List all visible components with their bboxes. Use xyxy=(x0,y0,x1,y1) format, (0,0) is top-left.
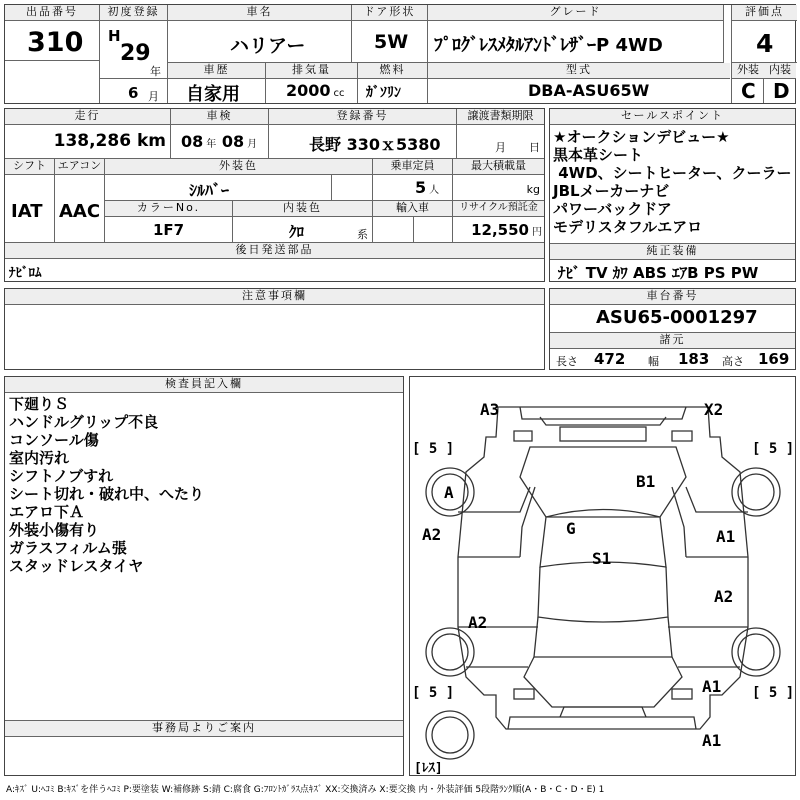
inspector-note: 外装小傷有り xyxy=(9,521,100,539)
sales-points-section xyxy=(549,108,796,282)
sales-point: 黒本革シート xyxy=(553,146,644,164)
score-label: 評価点 xyxy=(732,5,797,21)
max-load-label: 最大積載量 xyxy=(453,159,544,175)
length-label: 長さ xyxy=(556,355,578,368)
length: 472 xyxy=(594,350,626,368)
reg-no-cell xyxy=(269,109,457,159)
grade-label: グレード xyxy=(428,5,723,21)
equipment-label: 純正装備 xyxy=(550,244,795,260)
displacement-label: 排気量 xyxy=(266,63,357,79)
mileage-label: 走行 xyxy=(5,109,170,125)
capacity-value: 5 xyxy=(415,178,427,197)
reg-no-label: 登録番号 xyxy=(269,109,456,125)
color-no: 1F7 xyxy=(153,221,185,239)
damage-mark: A1 xyxy=(702,677,722,696)
sales-point: JBLメーカーナビ xyxy=(553,182,670,200)
fuel: ｶﾞｿﾘﾝ xyxy=(366,85,401,101)
sales-point: モデリスタフルエアロ xyxy=(553,218,703,236)
recycle-unit: 円 xyxy=(532,227,542,238)
height: 169 xyxy=(758,350,790,368)
transfer-label: 譲渡書類期限 xyxy=(457,109,544,125)
air-conditioner: AAC xyxy=(59,201,101,222)
inspector-note: ハンドルグリップ不良 xyxy=(9,413,159,431)
score-cell xyxy=(731,5,797,63)
color-cell xyxy=(105,159,373,201)
damage-mark: S1 xyxy=(592,549,612,568)
recycle-value: 12,550 xyxy=(471,221,529,239)
interior-grade: D xyxy=(773,79,790,103)
inspection-month: 08 xyxy=(221,132,245,151)
chassis-number: ASU65-0001297 xyxy=(596,307,758,328)
import-cell xyxy=(373,201,453,243)
tread-depth: [ 5 ] xyxy=(412,685,455,701)
month-unit: 月 xyxy=(148,90,159,103)
spec-label: 諸元 xyxy=(550,332,795,349)
inspector-note: エアロ下Ａ xyxy=(9,503,85,521)
score: 4 xyxy=(756,29,774,58)
tread-depth: [ 5 ] xyxy=(752,441,795,457)
car-outline-svg xyxy=(410,377,795,775)
model: DBA-ASU65W xyxy=(528,81,650,100)
history-cell xyxy=(168,63,266,103)
equipment-cell xyxy=(550,243,795,281)
damage-mark: X2 xyxy=(704,400,724,419)
transfer-day-unit: 日 xyxy=(529,141,540,154)
ac-cell xyxy=(55,159,105,243)
tread-depth: [ 5 ] xyxy=(412,441,455,457)
lot-number-label: 出品番号 xyxy=(5,5,99,21)
exterior-label: 外装 xyxy=(732,63,764,79)
office-label: 事務局よりご案内 xyxy=(5,720,403,737)
damage-mark: A1 xyxy=(702,731,722,750)
exterior-grade: C xyxy=(741,79,756,103)
color-no-cell xyxy=(105,201,233,243)
inspector-note: スタッドレスタイヤ xyxy=(9,557,144,575)
damage-mark: A1 xyxy=(716,527,736,546)
displacement xyxy=(286,81,345,100)
notes-label: 注意事項欄 xyxy=(5,289,544,305)
displacement-value: 2000 xyxy=(286,81,331,100)
recycle-cell xyxy=(453,201,544,243)
mileage-value: 138,286 xyxy=(53,131,132,151)
interior-color-unit: 系 xyxy=(357,228,368,241)
later-parts-cell xyxy=(5,243,544,281)
year-unit: 年 xyxy=(150,65,161,78)
notes-section xyxy=(4,288,545,370)
first-reg-month: 6 xyxy=(128,84,139,102)
sales-points-list xyxy=(553,128,793,248)
ac-label: エアコン xyxy=(55,159,104,175)
max-load-unit: kg xyxy=(526,183,540,196)
inspection-cell xyxy=(171,109,269,159)
car-name: ハリアー xyxy=(230,35,306,57)
inspection-year-unit: 年 xyxy=(206,139,217,150)
first-registration-cell xyxy=(100,5,168,103)
car-name-label: 車名 xyxy=(168,5,351,21)
damage-mark: A xyxy=(444,483,454,502)
mileage-cell xyxy=(5,109,171,159)
recycle-label: リサイクル預託金 xyxy=(453,201,544,217)
fuel-cell xyxy=(358,63,428,103)
capacity-unit: 人 xyxy=(429,185,440,196)
int-color-label: 内装色 xyxy=(233,201,372,217)
transfer-cell xyxy=(457,109,544,159)
inspector-note: ガラスフィルム張 xyxy=(9,539,127,557)
grade: ﾌﾟﾛｸﾞﾚｽﾒﾀﾙｱﾝﾄﾞﾚｻﾞｰP 4WD xyxy=(434,35,663,56)
mileage xyxy=(54,131,166,151)
damage-mark: B1 xyxy=(636,472,656,491)
displacement-cell xyxy=(266,63,358,103)
later-parts: ﾅﾋﾞﾛﾑ xyxy=(9,266,42,281)
grade-cell xyxy=(428,5,724,63)
chassis-label: 車台番号 xyxy=(550,289,795,305)
height-label: 高さ xyxy=(722,355,744,368)
inspector-label: 検査員記入欄 xyxy=(5,377,403,393)
door-cell xyxy=(352,5,428,63)
lot-number: 310 xyxy=(27,27,84,58)
capacity xyxy=(415,178,439,197)
spare-tire: [ﾚｽ] xyxy=(414,761,443,776)
color-label: 外装色 xyxy=(105,159,372,175)
damage-mark: A3 xyxy=(480,400,500,419)
damage-mark: A2 xyxy=(468,613,488,632)
exterior-color: ｼﾙﾊﾞｰ xyxy=(189,181,230,200)
door-type: 5W xyxy=(374,31,409,53)
int-color-cell xyxy=(233,201,373,243)
inspector-list xyxy=(9,395,399,695)
interior-cell xyxy=(764,63,797,103)
first-reg-year: 29 xyxy=(120,41,151,66)
sales-point: ★オークションデビュー★ xyxy=(553,128,730,146)
lot-number-cell xyxy=(5,5,100,103)
width-label: 幅 xyxy=(648,355,659,368)
tread-depth: [ 5 ] xyxy=(752,685,795,701)
inspector-note: 室内汚れ xyxy=(9,449,70,467)
damage-mark: A2 xyxy=(714,587,734,606)
history-label: 車歴 xyxy=(168,63,265,79)
top-section xyxy=(4,4,796,104)
shift-cell xyxy=(5,159,55,243)
era: H xyxy=(108,27,121,45)
transfer-month-unit: 月 xyxy=(495,141,506,154)
inspection-label: 車検 xyxy=(171,109,268,125)
history: 自家用 xyxy=(186,84,240,105)
inspector-note: シフトノブすれ xyxy=(9,467,114,485)
capacity-label: 乗車定員 xyxy=(373,159,452,175)
chassis-section xyxy=(549,288,796,370)
sales-points-label: セールスポイント xyxy=(550,109,795,125)
shift: IAT xyxy=(11,201,43,222)
fuel-label: 燃料 xyxy=(358,63,427,79)
inspection-year: 08 xyxy=(181,132,204,151)
color-no-label: カラーNo. xyxy=(105,201,232,217)
shift-label: シフト xyxy=(5,159,54,175)
car-name-cell xyxy=(168,5,352,63)
model-cell xyxy=(428,63,731,103)
max-load-cell xyxy=(453,159,544,201)
capacity-cell xyxy=(373,159,453,201)
width: 183 xyxy=(678,350,710,368)
inspector-note: 下廻りＳ xyxy=(9,395,70,413)
first-registration-label: 初度登録 xyxy=(100,5,167,21)
model-label: 型式 xyxy=(428,63,730,79)
damage-mark: G xyxy=(566,519,576,538)
detail-section xyxy=(4,108,545,282)
damage-mark: A2 xyxy=(422,525,442,544)
sales-point: 4WD、シートヒーター、クーラー xyxy=(553,164,792,182)
interior-label: 内装 xyxy=(764,63,796,79)
door-label: ドア形状 xyxy=(352,5,427,21)
mileage-unit: km xyxy=(136,131,166,151)
displacement-unit: cc xyxy=(333,88,345,99)
inspection-date xyxy=(181,132,257,151)
equipment-items: ﾅﾋﾞ TV ｶﾜ ABS ｴｱB PS PW xyxy=(558,264,759,282)
exterior-cell xyxy=(731,63,764,103)
inspector-note: コンソール傷 xyxy=(9,431,99,449)
legend: A:ｷｽﾞ U:ﾍｺﾐ B:ｷｽﾞを伴うﾍｺﾐ P:要塗装 W:補修跡 S:錆 C:腐食 G:ﾌﾛﾝﾄｶﾞﾗｽ点ｷｽﾞ XX:交換済み X:要交換 内・外装評価 5段階ﾗﾝｸ順(A・B・C・D・E) 1 xyxy=(6,785,605,795)
later-parts-label: 後日発送部品 xyxy=(5,243,544,259)
interior-color: ｸﾛ xyxy=(289,223,305,241)
inspector-note: シート切れ・破れ中、へたり xyxy=(9,485,205,503)
recycle-fee xyxy=(471,221,542,239)
sales-point: パワーバックドア xyxy=(553,200,672,218)
reg-no: 長野 330ｘ5380 xyxy=(309,135,441,154)
import-label: 輸入車 xyxy=(373,201,452,217)
car-diagram xyxy=(409,376,796,776)
inspection-month-unit: 月 xyxy=(247,139,258,150)
inspector-section xyxy=(4,376,404,776)
